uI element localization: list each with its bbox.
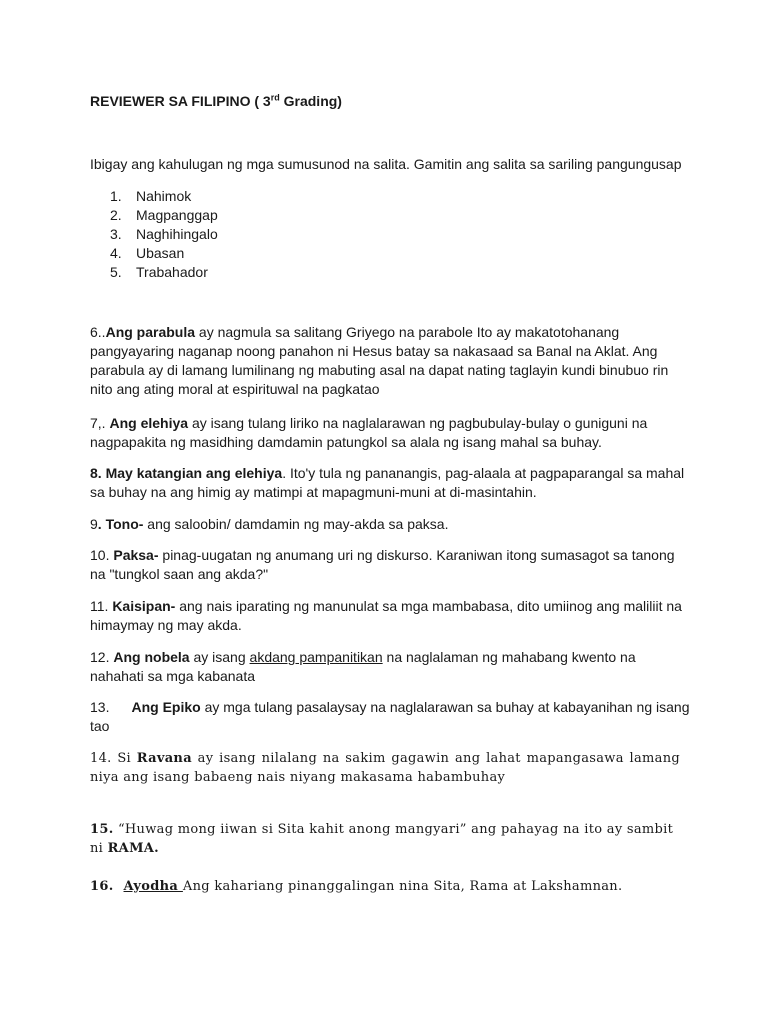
term: . Tono-	[97, 516, 144, 532]
term: Kaisipan-	[112, 598, 176, 614]
term: Ang parabula	[105, 324, 196, 340]
list-item: 4. Ubasan	[110, 245, 185, 261]
term: Ang Epiko	[131, 699, 201, 715]
item-11-kaisipan: 11. Kaisipan- ang nais iparating ng manunulat sa mga mambabasa, dito umiinog ang maliliit na himaymay ng may akda.	[90, 598, 682, 633]
item-8-katangian: 8. May katangian ang elehiya. Ito'y tula ng pananangis, pag-alaala at pagpaparangal sa mahal sa buhay na ang himig ay matimpi at mapagmuni-muni at di-masintahin.	[90, 465, 685, 500]
term: 8. May katangian ang elehiya	[90, 465, 283, 481]
list-item: 3. Naghihingalo	[110, 226, 218, 242]
item-13-epiko: 13. Ang Epiko ay mga tulang pasalaysay na naglalarawan sa buhay at kabayanihan ng isang tao	[90, 699, 690, 734]
term: Ang nobela	[113, 649, 190, 665]
term: RAMA.	[107, 841, 159, 856]
title-tail: Grading)	[279, 93, 342, 109]
term: Ang elehiya	[109, 415, 189, 431]
item-15-rama: 15. “Huwag mong iiwan si Sita kahit anong mangyari” ang pahayag na ito ay sambit ni RAMA.	[90, 822, 674, 856]
list-item: 5. Trabahador	[110, 264, 208, 280]
akdang-pampanitikan-link[interactable]: akdang pampanitikan	[249, 649, 383, 665]
word-list	[110, 187, 218, 282]
term: Ravana	[136, 751, 192, 766]
title-superscript: rd	[270, 92, 280, 103]
instruction: Ibigay ang kahulugan ng mga sumusunod na salita. Gamitin ang salita sa sariling pangungusap	[90, 156, 682, 172]
term: Ayodha	[123, 879, 183, 894]
item-9-tono: 9. Tono- ang saloobin/ damdamin ng may-akda sa paksa.	[90, 516, 449, 532]
page-title	[90, 92, 342, 111]
item-16-ayodha: 16. Ayodha Ang kahariang pinanggalingan nina Sita, Rama at Lakshamnan.	[90, 879, 623, 894]
list-item: 2. Magpanggap	[110, 207, 218, 223]
item-7-elehiya: 7,. Ang elehiya ay isang tulang liriko na naglalarawan ng pagbubulay-bulay o guniguni na nagpapakita ng masidhing damdamin patungkol sa alala ng isang mahal sa buhay.	[90, 415, 648, 450]
list-item: 1. Nahimok	[110, 188, 192, 204]
title-text: REVIEWER SA FILIPINO ( 3	[90, 93, 271, 109]
term: Paksa-	[113, 547, 159, 563]
item-12-nobela: 12. Ang nobela ay isang akdang pampanitikan na naglalaman ng mahabang kwento na nahahati sa mga kabanata	[90, 649, 636, 684]
item-6-parabula: 6..Ang parabula ay nagmula sa salitang Griyego na parabole Ito ay makatotohanang pangyayaring naganap noong panahon ni Hesus batay sa nakasaad sa Banal na Aklat. Ang parabula ay di lamang lumilinang ng mabuting asal na dapat nating taglayin kundi binubuo rin nito ang ating moral at espirituwal na pagkatao	[90, 324, 669, 397]
item-10-paksa: 10. Paksa- pinag-uugatan ng anumang uri ng diskurso. Karaniwan itong sumasagot sa tanong na "tungkol saan ang akda?"	[90, 547, 675, 582]
item-14-ravana: 14. Si Ravana ay isang nilalang na sakim gagawin ang lahat mapangasawa lamang niya ang isang babaeng nais niyang makasama habambuhay	[90, 751, 680, 785]
